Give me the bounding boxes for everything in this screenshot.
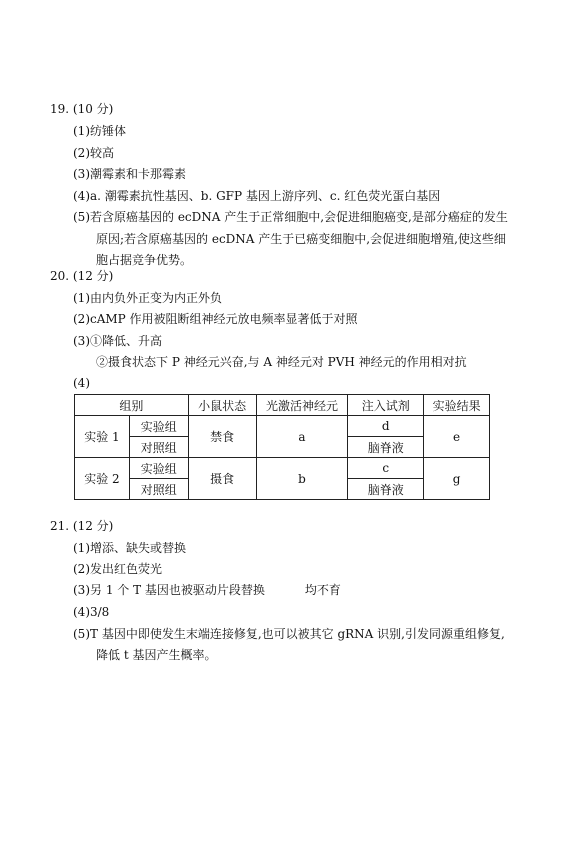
exp2-state: 摄食: [188, 458, 256, 500]
q21-answer-5-line2: 降低 t 基因产生概率。: [96, 648, 217, 662]
header-reagent: 注入试剂: [348, 395, 424, 416]
exp2-group2: 对照组: [129, 479, 188, 500]
exp1-group2: 对照组: [129, 437, 188, 458]
header-group: 组别: [75, 395, 189, 416]
q19-header: 19. (10 分): [50, 102, 114, 116]
header-result: 实验结果: [424, 395, 490, 416]
q20-answer-4: (4): [73, 376, 90, 390]
table-row: [75, 458, 490, 479]
q20-answer-2: (2)cAMP 作用被阻断组神经元放电频率显著低于对照: [73, 312, 358, 326]
q21-header: 21. (12 分): [50, 519, 114, 533]
q21-answer-1: (1)增添、缺失或替换: [73, 541, 186, 555]
q20-answer-1: (1)由内负外正变为内正外负: [73, 291, 222, 305]
q21-answer-5-line1: (5)T 基因中即使发生末端连接修复,也可以被其它 gRNA 识别,引发同源重组修复,: [73, 627, 505, 641]
exp2-reagent1: c: [348, 458, 424, 479]
q21-answer-4: (4)3/8: [73, 605, 110, 619]
q19-answer-4: (4)a. 潮霉素抗性基因、b. GFP 基因上游序列、c. 红色荧光蛋白基因: [73, 189, 441, 203]
header-light-neuron: 光激活神经元: [256, 395, 348, 416]
exp1-group1: 实验组: [129, 416, 188, 437]
q21-answer-2: (2)发出红色荧光: [73, 562, 162, 576]
experiment-table: [74, 394, 490, 500]
exp1-reagent2: 脑脊液: [348, 437, 424, 458]
exp1-reagent1: d: [348, 416, 424, 437]
q20-header: 20. (12 分): [50, 269, 114, 283]
exp1-neuron: a: [256, 416, 348, 458]
exp1-state: 禁食: [188, 416, 256, 458]
q19-answer-2: (2)较高: [73, 146, 114, 160]
q21-answer-3: [73, 580, 341, 600]
exp2-name: 实验 2: [75, 458, 130, 500]
exp1-name: 实验 1: [75, 416, 130, 458]
q21-answer-3-extra: 均不育: [304, 583, 341, 597]
q21-answer-3-text: (3)另 1 个 T 基因也被驱动片段替换: [73, 583, 265, 597]
exp2-neuron: b: [256, 458, 348, 500]
exp1-result: e: [424, 416, 490, 458]
q20-answer-3-line2: ②摄食状态下 P 神经元兴奋,与 A 神经元对 PVH 神经元的作用相对抗: [96, 355, 467, 369]
exp2-result: g: [424, 458, 490, 500]
q19-answer-5-line2: 原因;若含原癌基因的 ecDNA 产生于已癌变细胞中,会促进细胞增殖,使这些细: [96, 232, 506, 246]
q19-answer-3: (3)潮霉素和卡那霉素: [73, 167, 186, 181]
table-row: [75, 416, 490, 437]
q19-answer-1: (1)纺锤体: [73, 124, 126, 138]
exp2-reagent2: 脑脊液: [348, 479, 424, 500]
q20-answer-3-line1: (3)①降低、升高: [73, 334, 162, 348]
header-mouse-state: 小鼠状态: [188, 395, 256, 416]
q19-answer-5-line3: 胞占据竞争优势。: [96, 253, 193, 267]
exp2-group1: 实验组: [129, 458, 188, 479]
q19-answer-5-line1: (5)若含原癌基因的 ecDNA 产生于正常细胞中,会促进细胞癌变,是部分癌症的发生: [73, 210, 508, 224]
table-header-row: [75, 395, 490, 416]
